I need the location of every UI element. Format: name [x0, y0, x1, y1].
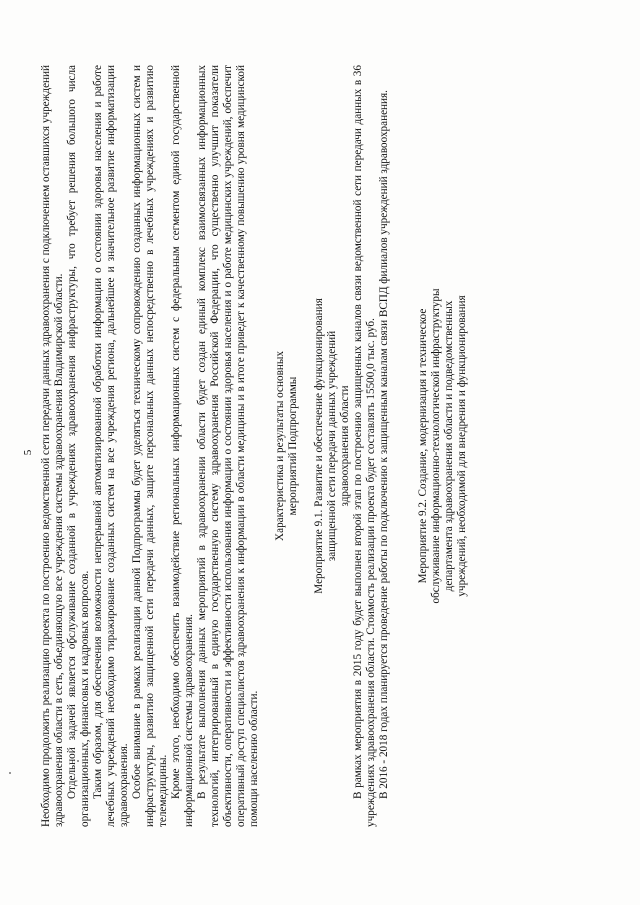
paragraph: В рамках мероприятия в 2015 году будет выполнен второй этап по построению защищенных каналов связи ведомственной сети передачи данных в 36 учреждениях здравоохранения области. Стоимость реализации проекта будет составлять 15500,0 тыс. руб.: [352, 65, 377, 827]
paragraph: Таким образом, для обеспечения возможности непрерывной автоматизированной обработки информации о состоянии здоровья населения и работе лечебных учреждений необходимо тиражирование созданных систем на все учреждения региона, дальнейшее и значительное развитие информатизации здравоохранения.: [92, 65, 130, 827]
heading-line: обслуживание информационно-технологической инфраструктуры: [430, 288, 442, 604]
subsection-heading-9-2: [417, 65, 469, 827]
heading-line: здравоохранения области: [339, 385, 351, 507]
paragraph: Отдельной задачей является обслуживание созданной в учреждениях здравоохранения инфраструктуры, что требует решения большого числа организационных, финансовых и кадровых вопросов.: [66, 65, 91, 827]
paragraph: В результате выполнения данных мероприятий в здравоохранении области будет создан единый комплекс взаимосвязанных информационных технологий, интегрированный в единую государственную систему здравоохранения Российской Федерации, что существенно улучшит показатели объективности, оперативности и эффективности использования информации о состоянии здоровья населения и о работе медицинских учреждений, обеспечит оперативный доступ специалистов здравоохранения к информации в области медицины и в итоге приведет к качественному повышению уровня медицинской помощи населению области.: [196, 65, 260, 827]
paragraph: Необходимо продолжить реализацию проекта по построению ведомственной сети передачи данных здравоохранения с подключением оставшихся учреждений здравоохранения области в сеть, объединяющую все учреждения системы здравоохранения Владимирской области.: [40, 65, 65, 827]
heading-line: Характеристика и результаты основных: [274, 351, 286, 541]
heading-line: учреждений, необходимой для внедрения и функционирования: [456, 295, 468, 597]
paragraph: Кроме этого, необходимо обеспечить взаимодействие региональных информационных систем с федеральным сегментом единой государственной информационной системы здравоохранения.: [170, 65, 195, 827]
subsection-heading-9-1: [313, 65, 352, 827]
heading-line: департамента здравоохранения области и подведомственных: [443, 300, 455, 592]
heading-line: Мероприятие 9.2. Создание, модернизация и техническое: [417, 308, 429, 584]
document-body: [40, 65, 469, 827]
heading-line: мероприятий Подпрограммы: [287, 376, 299, 516]
heading-line: Мероприятие 9.1. Развитие и обеспечение функционирования: [313, 298, 325, 594]
section-heading: [274, 65, 300, 827]
paragraph: Особое внимание в рамках реализации данной Подпрограммы будет уделяться техническому сопровождению созданных информационных систем и инфраструктуры, развитию защищенной сети передачи данных, защите персональных данных непосредственно в лечебных учреждениях и развитию телемедицины.: [131, 65, 169, 827]
heading-line: защищенной сети передачи данных учреждений: [326, 330, 338, 562]
page-number: 5: [22, 449, 34, 456]
paragraph: В 2016 - 2018 годах планируется проведение работы по подключению к защищенным каналам связи ВСПД филиалов учреждений здравоохранения.: [378, 90, 390, 799]
